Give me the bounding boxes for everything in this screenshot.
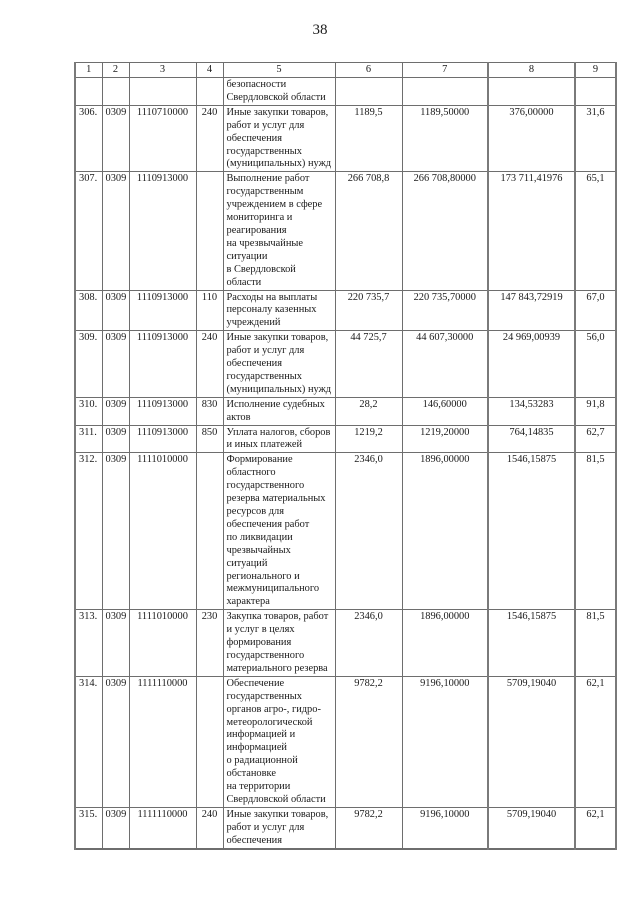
page-number: 38 <box>312 22 328 38</box>
row-number: 307. <box>75 172 102 290</box>
expense-type-code <box>196 78 223 106</box>
target-article-code: 1110913000 <box>129 331 196 398</box>
budget-table <box>74 62 617 850</box>
item-name: Иные закупки товаров, работ и услуг для обеспечения государственных (муниципальных) нужд <box>223 105 335 172</box>
revised-amount: 44 607,30000 <box>402 331 488 398</box>
revised-amount: 9196,10000 <box>402 807 488 848</box>
item-name: безопасности Свердловской области <box>223 78 335 106</box>
section-code <box>102 78 129 106</box>
item-name: Исполнение судебных актов <box>223 397 335 425</box>
revised-amount: 1896,00000 <box>402 610 488 677</box>
execution-percent: 91,8 <box>575 397 616 425</box>
execution-percent: 62,1 <box>575 807 616 848</box>
target-article-code <box>129 78 196 106</box>
section-code: 0309 <box>102 610 129 677</box>
target-article-code: 1111010000 <box>129 453 196 610</box>
target-article-code: 1111110000 <box>129 807 196 848</box>
table-row <box>75 105 616 172</box>
column-header-9: 9 <box>575 63 616 78</box>
row-number <box>75 78 102 106</box>
approved-amount: 2346,0 <box>335 453 402 610</box>
execution-percent: 67,0 <box>575 290 616 331</box>
approved-amount: 220 735,7 <box>335 290 402 331</box>
expense-type-code <box>196 172 223 290</box>
column-header-7: 7 <box>402 63 488 78</box>
target-article-code: 1110710000 <box>129 105 196 172</box>
execution-percent: 31,6 <box>575 105 616 172</box>
expense-type-code: 230 <box>196 610 223 677</box>
execution-percent: 81,5 <box>575 453 616 610</box>
executed-amount: 5709,19040 <box>488 807 575 848</box>
approved-amount: 28,2 <box>335 397 402 425</box>
expense-type-code <box>196 676 223 807</box>
section-code: 0309 <box>102 290 129 331</box>
column-header-1: 1 <box>75 63 102 78</box>
section-code: 0309 <box>102 105 129 172</box>
revised-amount: 1896,00000 <box>402 453 488 610</box>
executed-amount: 147 843,72919 <box>488 290 575 331</box>
executed-amount: 764,14835 <box>488 425 575 453</box>
revised-amount: 266 708,80000 <box>402 172 488 290</box>
expense-type-code: 110 <box>196 290 223 331</box>
executed-amount: 134,53283 <box>488 397 575 425</box>
executed-amount: 1546,15875 <box>488 453 575 610</box>
section-code: 0309 <box>102 453 129 610</box>
expense-type-code: 850 <box>196 425 223 453</box>
row-number: 313. <box>75 610 102 677</box>
item-name: Обеспечение государственных органов агро-, гидро- метеорологической информацией и информацией о радиационной обстановке на территории Свердловской области <box>223 676 335 807</box>
approved-amount: 266 708,8 <box>335 172 402 290</box>
column-header-3: 3 <box>129 63 196 78</box>
table-row <box>75 397 616 425</box>
item-name: Расходы на выплаты персоналу казенных учреждений <box>223 290 335 331</box>
approved-amount: 2346,0 <box>335 610 402 677</box>
column-header-4: 4 <box>196 63 223 78</box>
approved-amount: 9782,2 <box>335 807 402 848</box>
approved-amount: 9782,2 <box>335 676 402 807</box>
table-row <box>75 425 616 453</box>
target-article-code: 1110913000 <box>129 425 196 453</box>
item-name: Уплата налогов, сборов и иных платежей <box>223 425 335 453</box>
expense-type-code: 240 <box>196 105 223 172</box>
row-number: 309. <box>75 331 102 398</box>
expense-type-code: 240 <box>196 807 223 848</box>
expense-type-code: 240 <box>196 331 223 398</box>
section-code: 0309 <box>102 807 129 848</box>
table-row <box>75 290 616 331</box>
expense-type-code <box>196 453 223 610</box>
item-name: Иные закупки товаров, работ и услуг для обеспечения <box>223 807 335 848</box>
row-number: 314. <box>75 676 102 807</box>
row-number: 308. <box>75 290 102 331</box>
target-article-code: 1111110000 <box>129 676 196 807</box>
expense-type-code: 830 <box>196 397 223 425</box>
column-header-5: 5 <box>223 63 335 78</box>
revised-amount: 146,60000 <box>402 397 488 425</box>
approved-amount <box>335 78 402 106</box>
row-number: 315. <box>75 807 102 848</box>
item-name: Закупка товаров, работ и услуг в целях формирования государственного материального резерва <box>223 610 335 677</box>
execution-percent: 62,1 <box>575 676 616 807</box>
section-code: 0309 <box>102 331 129 398</box>
item-name: Формирование областного государственного резерва материальных ресурсов для обеспечения работ по ликвидации чрезвычайных ситуаций регионального и межмуниципального характера <box>223 453 335 610</box>
approved-amount: 1189,5 <box>335 105 402 172</box>
table-row <box>75 172 616 290</box>
executed-amount: 24 969,00939 <box>488 331 575 398</box>
row-number: 306. <box>75 105 102 172</box>
section-code: 0309 <box>102 676 129 807</box>
table-row <box>75 676 616 807</box>
target-article-code: 1110913000 <box>129 290 196 331</box>
row-number: 310. <box>75 397 102 425</box>
approved-amount: 1219,2 <box>335 425 402 453</box>
revised-amount <box>402 78 488 106</box>
table-row <box>75 610 616 677</box>
executed-amount: 376,00000 <box>488 105 575 172</box>
table-row <box>75 331 616 398</box>
table-row <box>75 78 616 106</box>
target-article-code: 1110913000 <box>129 397 196 425</box>
table-row <box>75 453 616 610</box>
execution-percent <box>575 78 616 106</box>
table-header-row <box>75 63 616 78</box>
target-article-code: 1110913000 <box>129 172 196 290</box>
execution-percent: 65,1 <box>575 172 616 290</box>
revised-amount: 220 735,70000 <box>402 290 488 331</box>
revised-amount: 9196,10000 <box>402 676 488 807</box>
section-code: 0309 <box>102 425 129 453</box>
column-header-8: 8 <box>488 63 575 78</box>
approved-amount: 44 725,7 <box>335 331 402 398</box>
revised-amount: 1189,50000 <box>402 105 488 172</box>
column-header-6: 6 <box>335 63 402 78</box>
executed-amount: 173 711,41976 <box>488 172 575 290</box>
executed-amount: 1546,15875 <box>488 610 575 677</box>
column-header-2: 2 <box>102 63 129 78</box>
section-code: 0309 <box>102 172 129 290</box>
target-article-code: 1111010000 <box>129 610 196 677</box>
item-name: Выполнение работ государственным учреждением в сфере мониторинга и реагирования на чрезвычайные ситуации в Свердловской области <box>223 172 335 290</box>
table-row <box>75 807 616 848</box>
section-code: 0309 <box>102 397 129 425</box>
execution-percent: 81,5 <box>575 610 616 677</box>
execution-percent: 56,0 <box>575 331 616 398</box>
executed-amount: 5709,19040 <box>488 676 575 807</box>
row-number: 312. <box>75 453 102 610</box>
revised-amount: 1219,20000 <box>402 425 488 453</box>
executed-amount <box>488 78 575 106</box>
row-number: 311. <box>75 425 102 453</box>
execution-percent: 62,7 <box>575 425 616 453</box>
item-name: Иные закупки товаров, работ и услуг для обеспечения государственных (муниципальных) нужд <box>223 331 335 398</box>
